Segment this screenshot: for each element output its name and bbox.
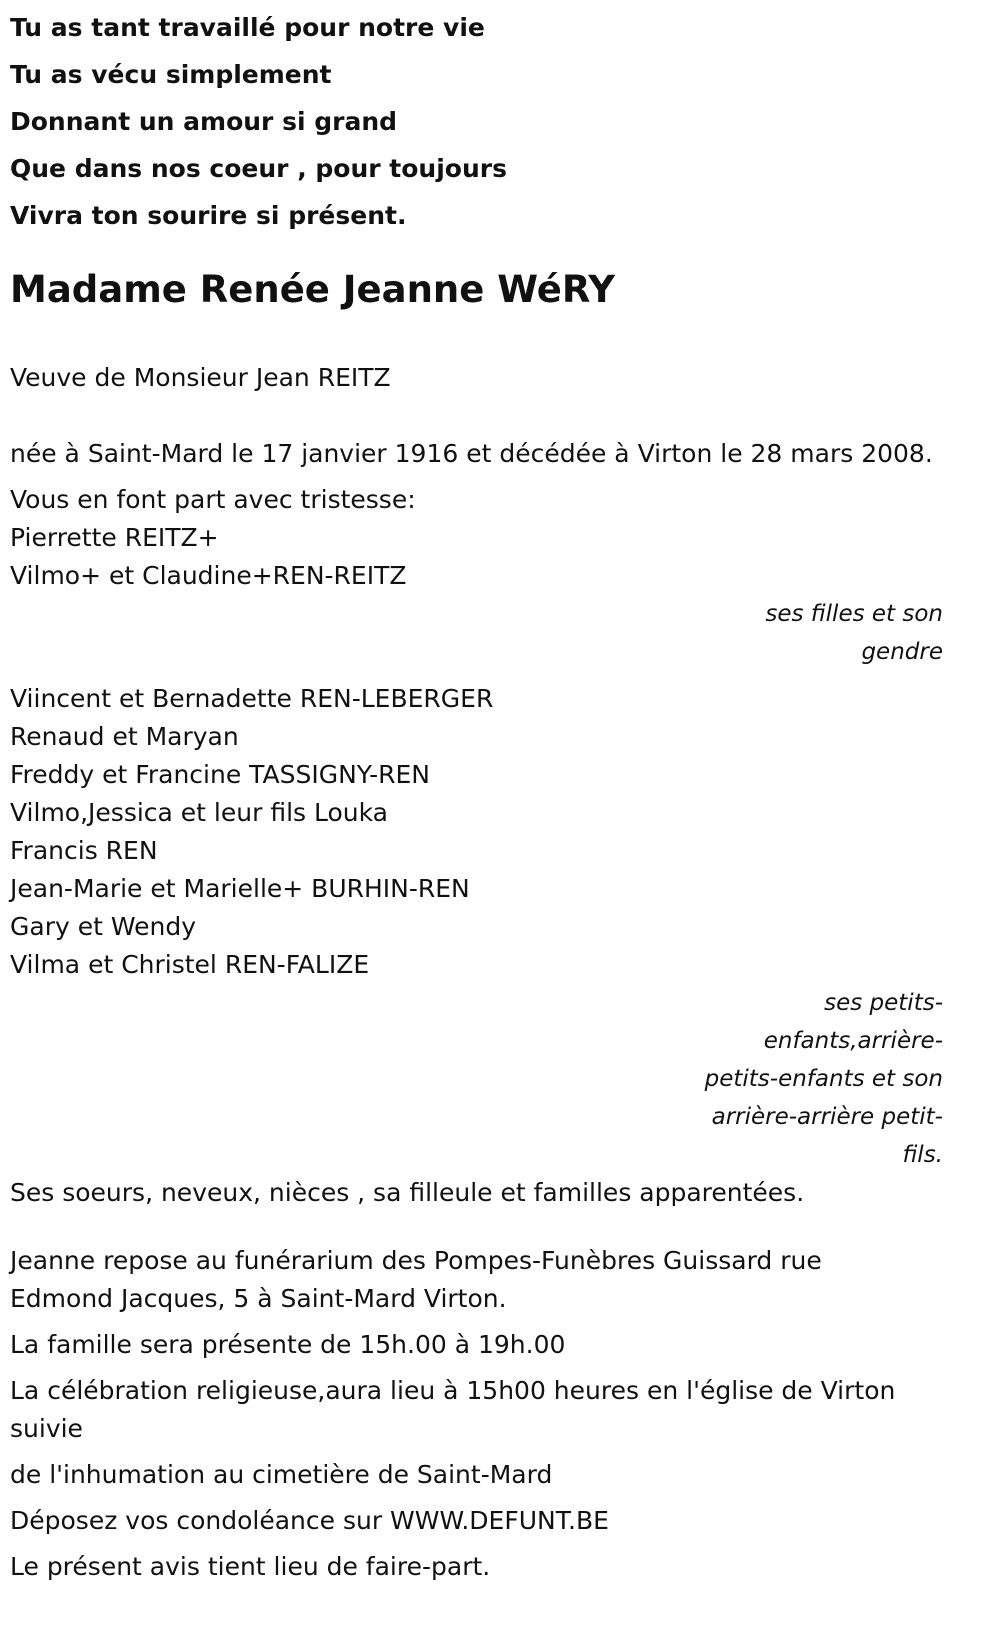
family-presence: La famille sera présente de 15h.00 à 19h.00 — [10, 1330, 566, 1359]
children-item: Pierrette REITZ+ — [10, 523, 219, 552]
grandchildren-list — [10, 680, 1000, 984]
poem — [10, 0, 1000, 239]
children-note: ses filles et son gendre — [765, 601, 943, 665]
announce-intro: Vous en font part avec tristesse: — [10, 485, 416, 514]
grandchild-item: Gary et Wendy — [10, 912, 196, 941]
condolences: Déposez vos condoléance sur WWW.DEFUNT.BE — [10, 1506, 609, 1535]
grandchild-item: Renaud et Maryan — [10, 722, 239, 751]
grandchild-item: Freddy et Francine TASSIGNY-REN — [10, 760, 430, 789]
birth-death: née à Saint-Mard le 17 janvier 1916 et décédée à Virton le 28 mars 2008. — [10, 439, 933, 468]
notice: Le présent avis tient lieu de faire-part. — [10, 1552, 491, 1581]
grandchild-item: Vilma et Christel REN-FALIZE — [10, 950, 370, 979]
grandchild-item: Viincent et Bernadette REN-LEBERGER — [10, 684, 494, 713]
deceased-name: Madame Renée Jeanne WéRY — [10, 268, 616, 311]
burial: de l'inhumation au cimetière de Saint-Mard — [10, 1460, 553, 1489]
poem-line: Donnant un amour si grand — [10, 107, 398, 136]
poem-line: Que dans nos coeur , pour toujours — [10, 154, 507, 183]
relatives: Ses soeurs, neveux, nièces , sa filleule et familles apparentées. — [10, 1178, 805, 1207]
poem-line: Tu as vécu simplement — [10, 60, 332, 89]
poem-line: Tu as tant travaillé pour notre vie — [10, 13, 485, 42]
poem-line: Vivra ton sourire si présent. — [10, 201, 407, 230]
widow-of: Veuve de Monsieur Jean REITZ — [10, 363, 391, 392]
grandchild-item: Jean-Marie et Marielle+ BURHIN-REN — [10, 874, 470, 903]
children-list — [10, 519, 1000, 595]
grandchild-item: Francis REN — [10, 836, 158, 865]
ceremony: La célébration religieuse,aura lieu à 15h00 heures en l'église de Virton suivie — [10, 1376, 896, 1443]
rest-place: Jeanne repose au funérarium des Pompes-Funèbres Guissard rue Edmond Jacques, 5 à Saint-Mard Virton. — [10, 1246, 822, 1313]
grandchild-item: Vilmo,Jessica et leur fils Louka — [10, 798, 388, 827]
grandchildren-note: ses petits-enfants,arrière-petits-enfants et son arrière-arrière petit-fils. — [704, 990, 943, 1168]
children-item: Vilmo+ et Claudine+REN-REITZ — [10, 561, 407, 590]
